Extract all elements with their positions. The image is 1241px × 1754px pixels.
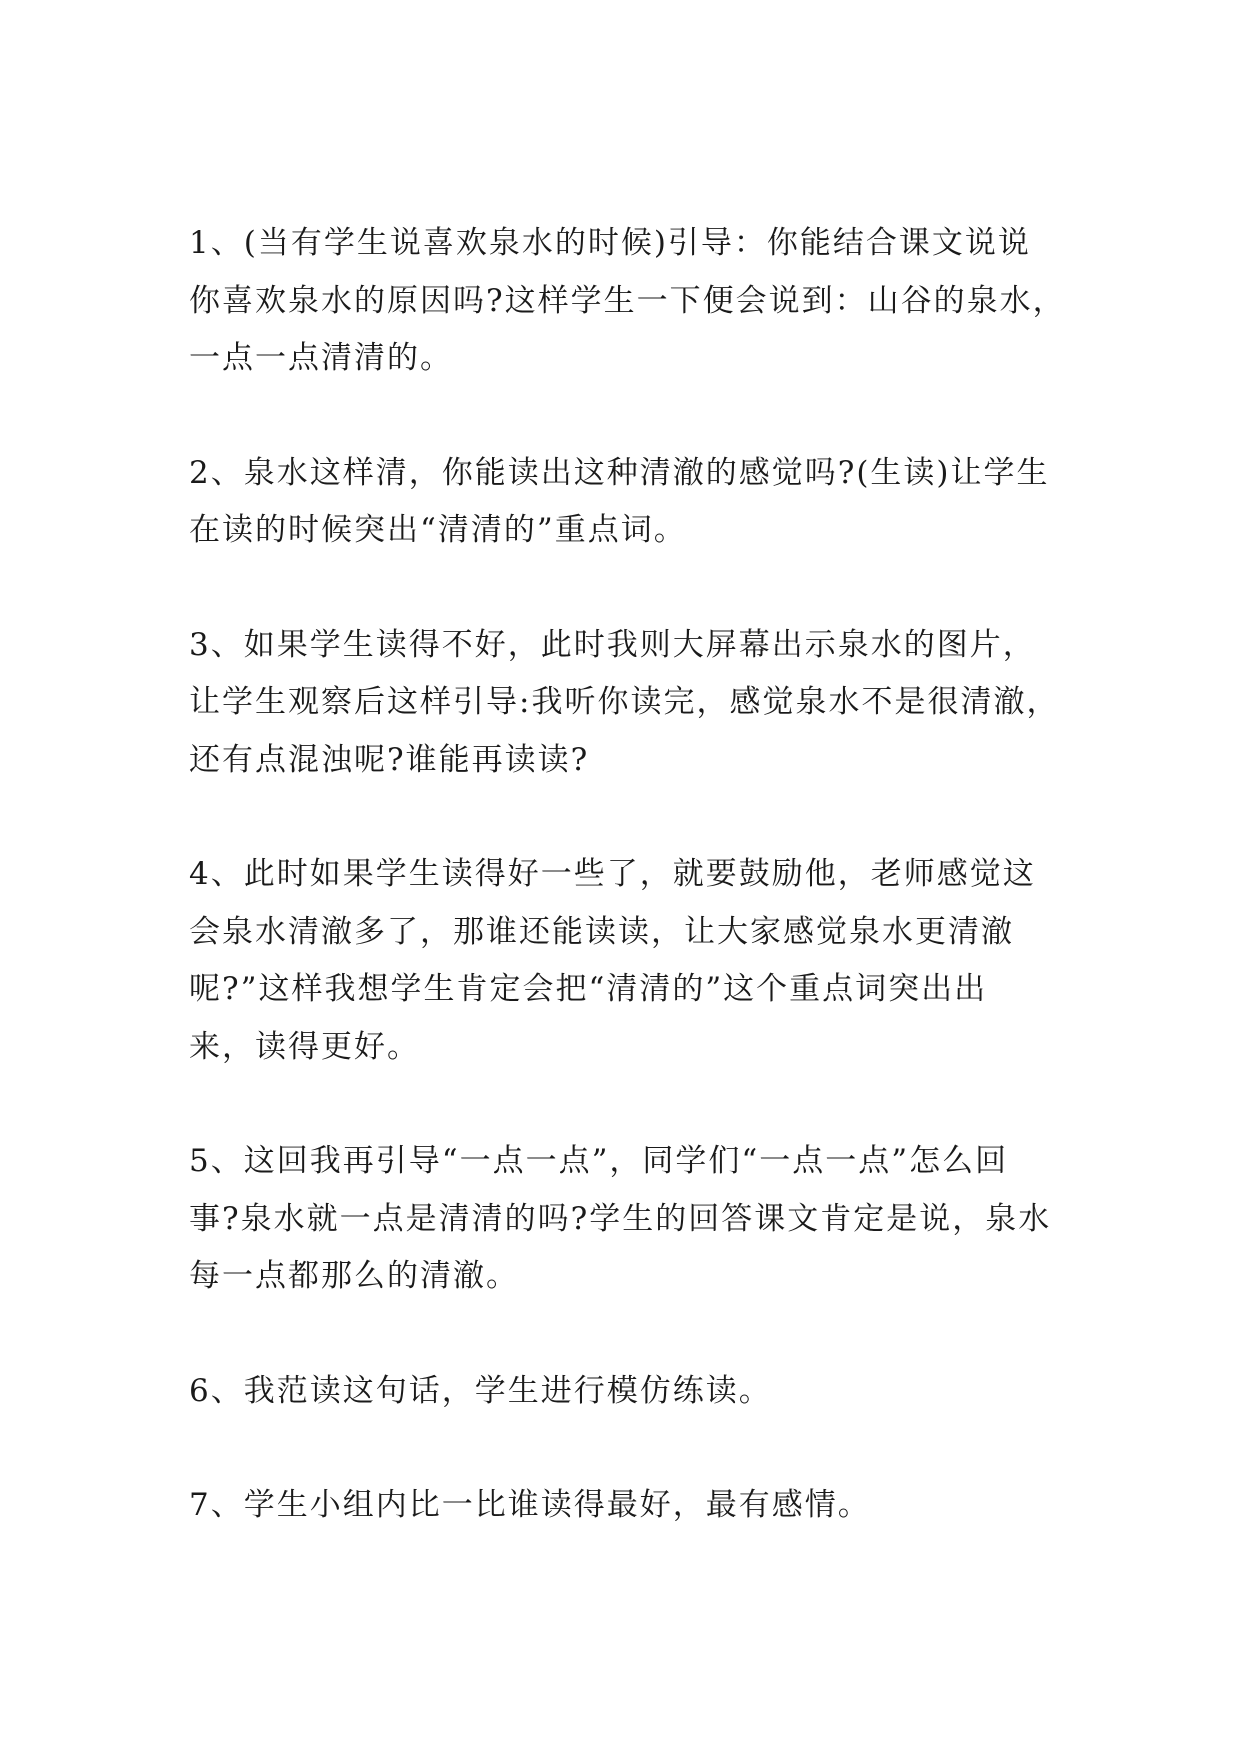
paragraph-line: 一点一点清清的。 [189, 340, 453, 376]
paragraph-gap [189, 560, 1069, 617]
paragraph-1 [189, 215, 1069, 388]
paragraph-line: 3、如果学生读得不好，此时我则大屏幕出示泉水的图片， [189, 626, 1036, 663]
paragraph-2 [189, 445, 1069, 560]
paragraph-line: 让学生观察后这样引导:我听你读完，感觉泉水不是很清澈， [189, 684, 1060, 720]
paragraph-line: 来，读得更好。 [189, 1028, 420, 1065]
paragraph-5 [189, 1133, 1069, 1306]
paragraph-line: 4、此时如果学生读得好一些了，就要鼓励他，老师感觉这 [189, 856, 1036, 892]
paragraph-line: 事?泉水就一点是清清的吗?学生的回答课文肯定是说，泉水 [189, 1200, 1052, 1237]
paragraph-line: 每一点都那么的清澈。 [189, 1258, 519, 1294]
paragraph-line: 呢?”这样我想学生肯定会把“清清的”这个重点词突出出 [189, 971, 988, 1007]
paragraph-line: 1、(当有学生说喜欢泉水的时候)引导：你能结合课文说说 [189, 225, 1031, 261]
paragraph-line: 还有点混浊呢?谁能再读读? [189, 741, 590, 778]
paragraph-line: 在读的时候突出“清清的”重点词。 [189, 512, 687, 548]
paragraph-7 [189, 1477, 1069, 1535]
paragraph-line: 2、泉水这样清，你能读出这种清澈的感觉吗?(生读)让学生 [189, 454, 1050, 491]
paragraph-gap [189, 789, 1069, 846]
paragraph-gap [189, 1420, 1069, 1477]
paragraph-line: 会泉水清澈多了，那谁还能读读，让大家感觉泉水更清澈 [189, 913, 1014, 950]
paragraph-gap [189, 388, 1069, 445]
paragraph-6 [189, 1363, 1069, 1421]
paragraph-gap [189, 1076, 1069, 1133]
paragraph-line: 你喜欢泉水的原因吗?这样学生一下便会说到：山谷的泉水， [189, 282, 1066, 319]
paragraph-line: 6、我范读这句话，学生进行模仿练读。 [189, 1372, 772, 1409]
paragraph-line: 5、这回我再引导“一点一点”，同学们“一点一点”怎么回 [189, 1143, 1009, 1179]
paragraph-line: 7、学生小组内比一比谁读得最好，最有感情。 [189, 1487, 871, 1523]
paragraph-4 [189, 846, 1069, 1076]
paragraph-gap [189, 1306, 1069, 1363]
document-body [189, 215, 1069, 1535]
paragraph-3 [189, 617, 1069, 790]
